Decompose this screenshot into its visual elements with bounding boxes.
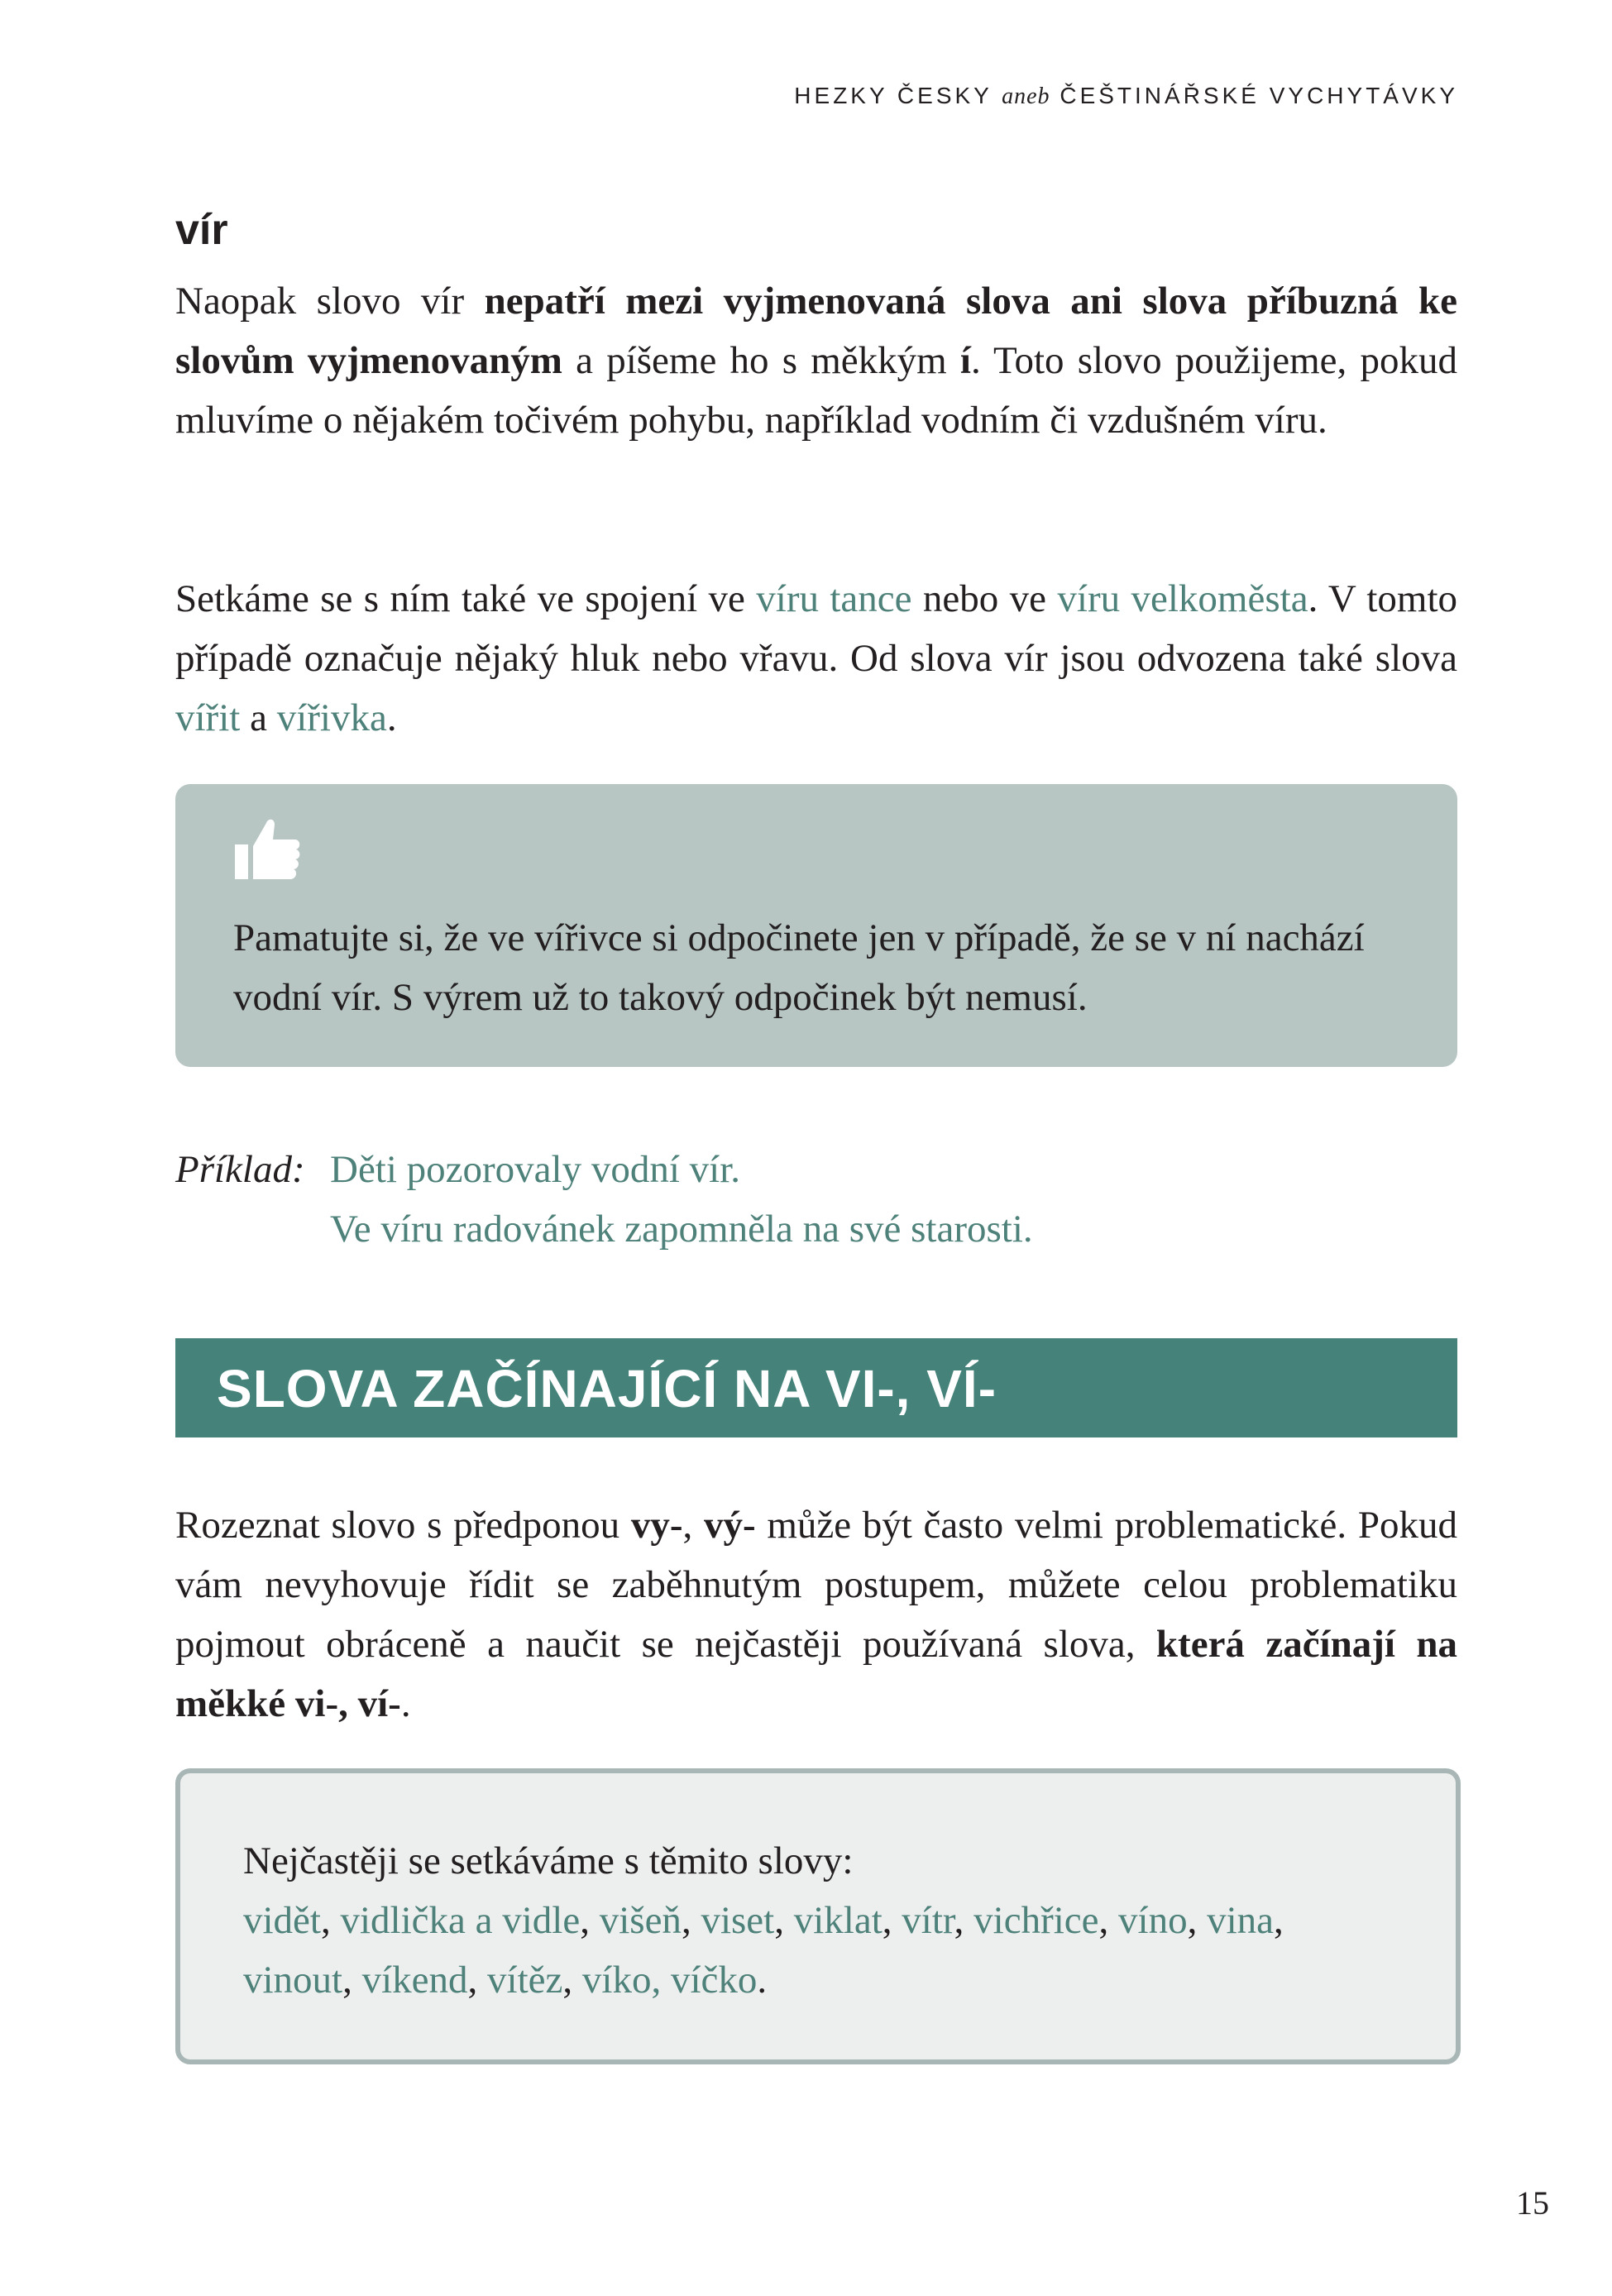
paragraph-text bbox=[175, 271, 1457, 450]
text-run: Rozeznat slovo s předponou bbox=[175, 1504, 631, 1547]
header-subtitle: ČEŠTINÁŘSKÉ VYCHYTÁVKY bbox=[1060, 83, 1458, 108]
text-run: , bbox=[580, 1899, 600, 1942]
paragraph-vir-definition bbox=[175, 271, 1457, 450]
tip-box bbox=[175, 784, 1457, 1067]
bold-text: vý- bbox=[703, 1504, 756, 1547]
bold-text: vy- bbox=[630, 1504, 683, 1547]
example-lines bbox=[330, 1140, 1033, 1259]
word-list bbox=[243, 1891, 1401, 2010]
highlighted-word: víru velkoměsta bbox=[1057, 577, 1308, 620]
text-run: . bbox=[386, 696, 397, 739]
example-line: Děti pozorovaly vodní vír. bbox=[330, 1148, 741, 1191]
text-run: může být často velmi problematické. Pokud vám nevyhovuje řídit se zaběhnutým postupem, můžete celou problematiku pojmout obráceně a naučit se nejčastěji používaná slova, bbox=[175, 1504, 1457, 1666]
text-run: , bbox=[562, 1959, 582, 2002]
bold-text: nepatří mezi vyjmenovaná slova ani slova příbuzná ke slovům vyjmenovaným bbox=[175, 280, 1457, 382]
text-run: , bbox=[774, 1899, 794, 1942]
highlighted-word: vířivka bbox=[276, 696, 387, 739]
text-run: . bbox=[400, 1682, 411, 1725]
section-heading: SLOVA ZAČÍNAJÍCÍ NA VI-, VÍ- bbox=[217, 1359, 997, 1418]
highlighted-word: víno bbox=[1118, 1899, 1188, 1942]
example-label: Příklad: bbox=[175, 1148, 305, 1191]
page-number: 15 bbox=[1516, 2184, 1549, 2222]
text-run: , bbox=[320, 1899, 341, 1942]
highlighted-word: viklat bbox=[793, 1899, 883, 1942]
thumbs-up-icon bbox=[233, 813, 303, 883]
word-list-intro: Nejčastěji se setkáváme s těmito slovy: bbox=[243, 1839, 854, 1882]
highlighted-word: vířit bbox=[175, 696, 241, 739]
text-run: a píšeme ho s měkkým bbox=[562, 339, 960, 382]
text-run: , bbox=[954, 1899, 974, 1942]
highlighted-word: vítr bbox=[902, 1899, 954, 1942]
example-line: Ve víru radovánek zapomněla na své starosti. bbox=[330, 1208, 1033, 1251]
header-aneb: aneb bbox=[1002, 84, 1050, 109]
header-title: HEZKY ČESKY bbox=[794, 83, 993, 108]
text-run: , bbox=[1187, 1899, 1208, 1942]
text-run: , bbox=[1274, 1899, 1284, 1942]
highlighted-word: vina bbox=[1207, 1899, 1274, 1942]
highlighted-word: vítěz bbox=[487, 1959, 563, 2002]
text-run: Naopak slovo vír bbox=[175, 280, 485, 323]
bold-text: í bbox=[959, 339, 971, 382]
text-run: , bbox=[1098, 1899, 1119, 1942]
highlighted-word: vichřice bbox=[973, 1899, 1099, 1942]
bold-text: která začínají na měkké vi-, ví- bbox=[175, 1623, 1458, 1725]
tip-text: Pamatujte si, že ve vířivce si odpočinete jen v případě, že se v ní nachází vodní vír. S výrem už to takový odpočinek být nemusí. bbox=[233, 916, 1365, 1019]
highlighted-word: vinout bbox=[243, 1959, 343, 2002]
highlighted-word: víko, víčko bbox=[581, 1959, 758, 2002]
paragraph-vi-words bbox=[175, 1495, 1457, 1734]
section-heading-bar bbox=[175, 1338, 1457, 1437]
highlighted-word: víkend bbox=[361, 1959, 468, 2002]
word-list-box bbox=[175, 1768, 1461, 2064]
paragraph-text bbox=[175, 569, 1457, 748]
highlighted-word: viset bbox=[701, 1899, 775, 1942]
text-run: , bbox=[882, 1899, 902, 1942]
running-header bbox=[794, 83, 1458, 110]
paragraph-text bbox=[175, 1495, 1457, 1734]
entry-title: vír bbox=[175, 206, 228, 254]
highlighted-word: víru tance bbox=[756, 577, 912, 620]
text-run: nebo ve bbox=[911, 577, 1058, 620]
text-run: Setkáme se s ním také ve spojení ve bbox=[175, 577, 757, 620]
highlighted-word: vidět bbox=[243, 1899, 321, 1942]
text-run: . Toto slovo použijeme, pokud mluvíme o nějakém točivém pohybu, například vodním či vzdušném víru. bbox=[175, 339, 1457, 442]
text-run: a bbox=[240, 696, 277, 739]
text-run: , bbox=[681, 1899, 701, 1942]
paragraph-vir-usage bbox=[175, 569, 1457, 748]
text-run: , bbox=[467, 1959, 488, 2002]
highlighted-word: višeň bbox=[599, 1899, 682, 1942]
text-run: . V tomto případě označuje nějaký hluk nebo vřavu. Od slova vír jsou odvozena také slova bbox=[175, 577, 1458, 680]
text-run: . bbox=[757, 1959, 768, 2002]
text-run: , bbox=[342, 1959, 362, 2002]
text-run: , bbox=[682, 1504, 704, 1547]
highlighted-word: vidlička a vidle bbox=[340, 1899, 581, 1942]
word-list-content bbox=[243, 1831, 1401, 2010]
